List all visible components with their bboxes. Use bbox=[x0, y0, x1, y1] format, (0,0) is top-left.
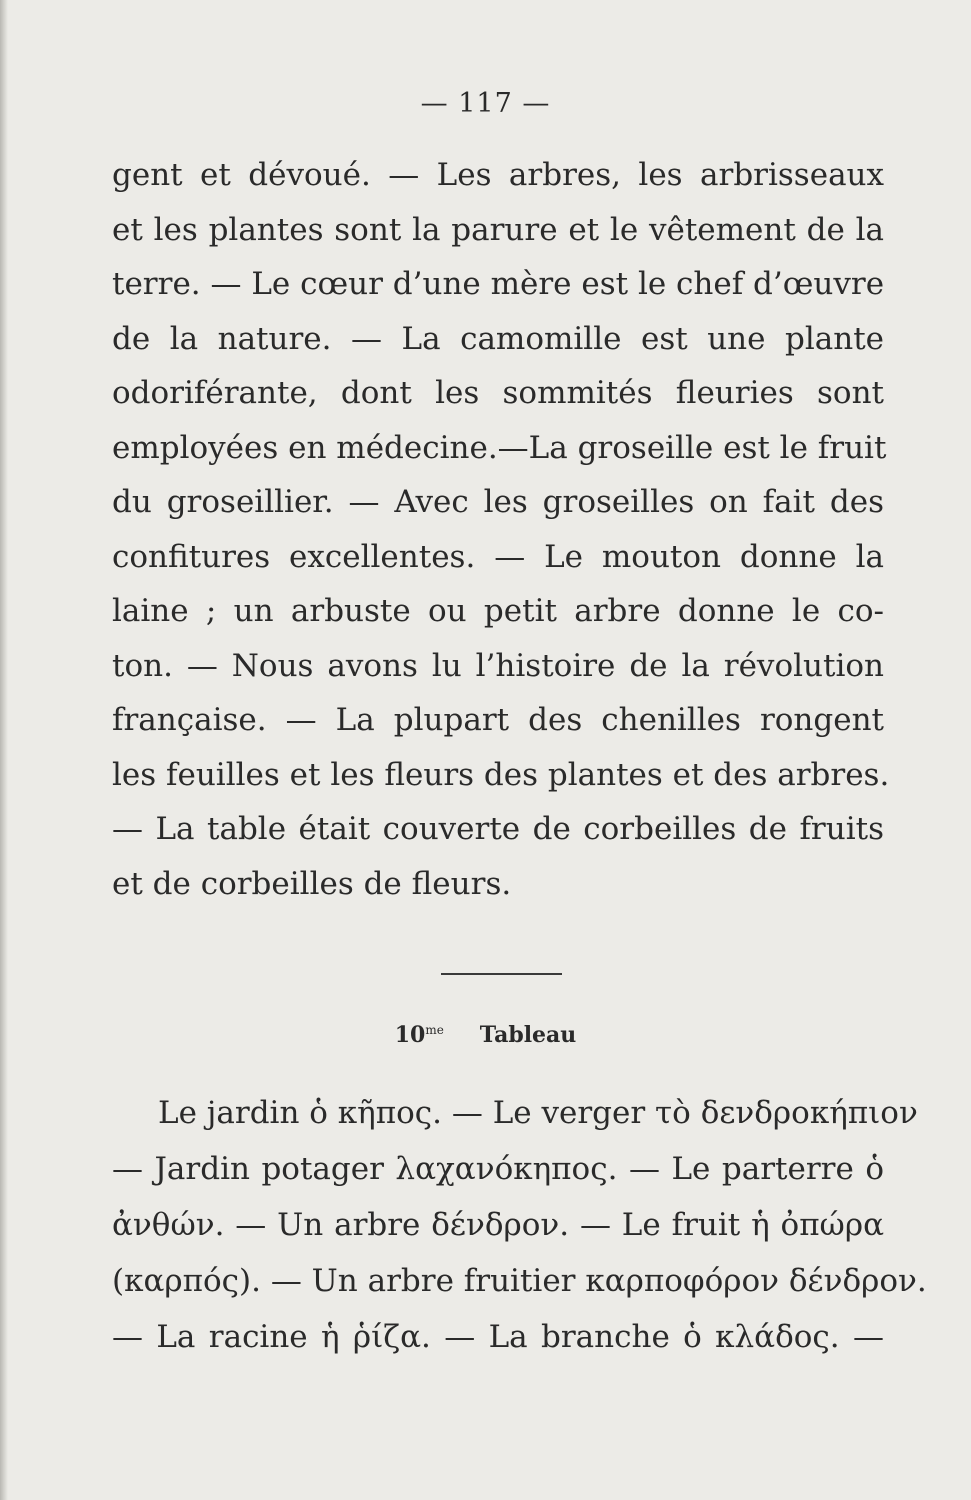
text-line: laine ; un arbuste ou petit arbre donne le co- bbox=[112, 593, 884, 629]
vocab-line: (καρπός). — Un arbre fruitier καρποφόρον δένδρον. bbox=[112, 1263, 927, 1299]
text-line: de la nature. — La camomille est une plante bbox=[112, 320, 884, 357]
vocab-line: ἀνθών. — Un arbre δένδρον. — Le fruit ἡ ὀπώρα bbox=[112, 1207, 884, 1243]
text-line: — La table était couverte de corbeilles de fruits bbox=[112, 811, 884, 847]
text-line: employées en médecine.—La groseille est le fruit bbox=[112, 429, 887, 466]
vocabulary-text bbox=[112, 1085, 927, 1365]
vocab-line: Le jardin ὁ κῆπος. — Le verger τὸ δενδροκήπιον bbox=[158, 1095, 918, 1131]
page-spine-shadow bbox=[0, 0, 8, 1500]
text-line: ton. — Nous avons lu l’histoire de la révolution bbox=[112, 647, 884, 684]
vocab-line: — La racine ἡ ῥίζα. — La branche ὁ κλάδος. — bbox=[112, 1319, 884, 1355]
text-line: terre. — Le cœur d’une mère est le chef d’œuvre bbox=[112, 266, 885, 302]
body-text bbox=[112, 148, 890, 911]
section-number-suffix: me bbox=[425, 1023, 444, 1037]
page-number: — 117 — bbox=[420, 88, 551, 119]
vocab-line: — Jardin potager λαχανόκηπος. — Le parterre ὁ bbox=[112, 1151, 884, 1187]
section-title: Tableau bbox=[479, 1022, 577, 1048]
text-line: gent et dévoué. — Les arbres, les arbrisseaux bbox=[112, 157, 884, 193]
text-line: les feuilles et les fleurs des plantes et des arbres. bbox=[112, 756, 890, 793]
text-line: française. — La plupart des chenilles rongent bbox=[112, 702, 884, 738]
text-line: confitures excellentes. — Le mouton donne la bbox=[112, 538, 884, 575]
section-heading bbox=[0, 1022, 971, 1048]
text-line: du groseillier. — Avec les groseilles on fait des bbox=[112, 484, 884, 520]
section-number bbox=[395, 1022, 444, 1048]
text-line: et les plantes sont la parure et le vêtement de la bbox=[112, 211, 884, 248]
section-divider bbox=[441, 973, 562, 975]
text-line: et de corbeilles de fleurs. bbox=[112, 865, 512, 902]
section-number-value: 10 bbox=[394, 1022, 426, 1048]
text-line: odoriférante, dont les sommités fleuries sont bbox=[112, 375, 884, 411]
